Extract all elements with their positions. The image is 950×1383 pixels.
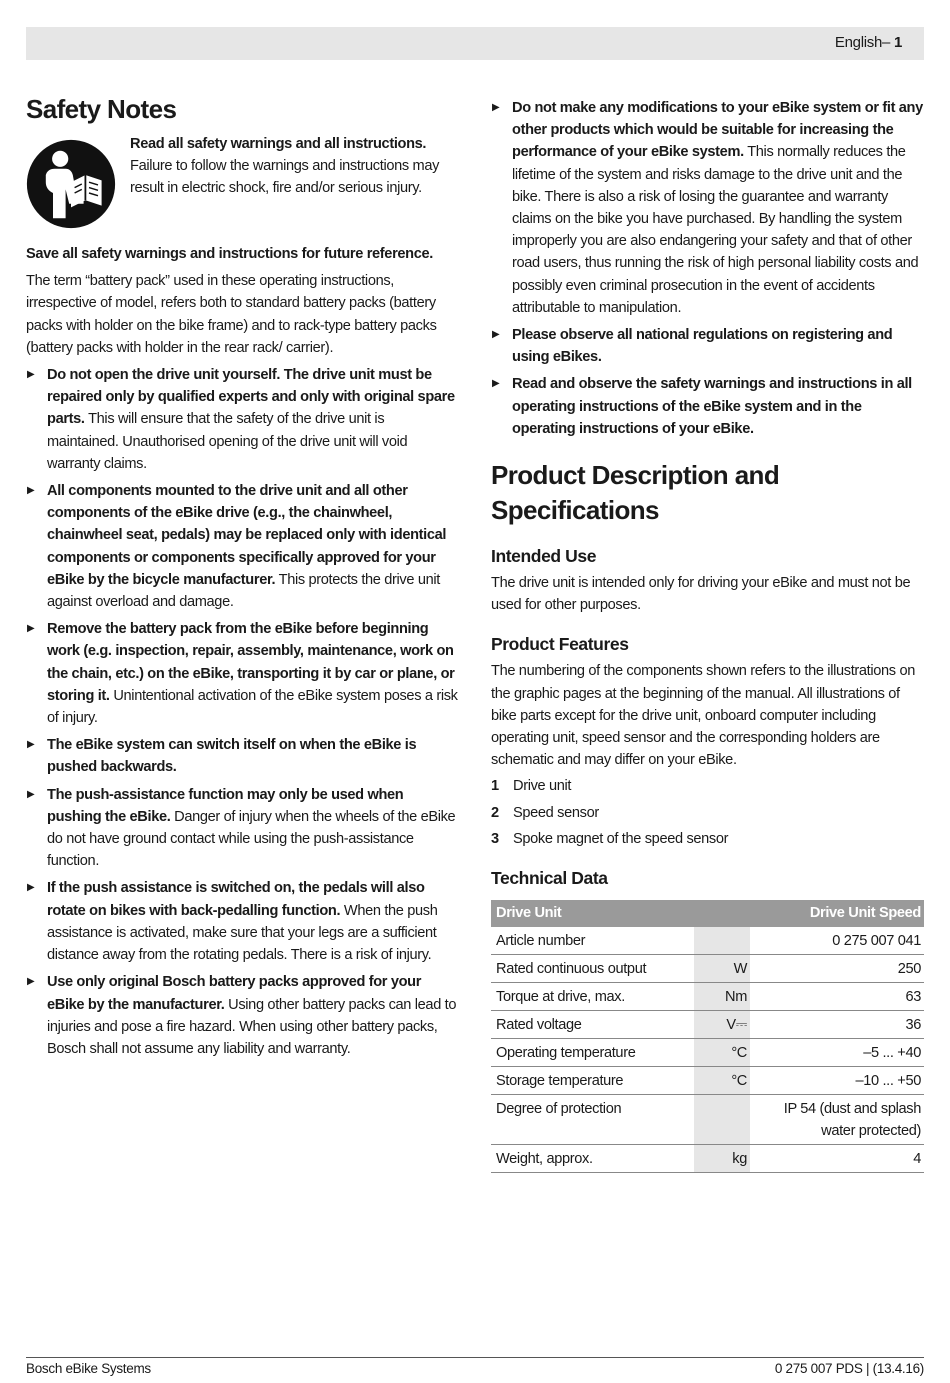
right-column (491, 97, 924, 1173)
table-row: Operating temperature °C –5 ... +40 (491, 1039, 924, 1067)
component-list (491, 775, 924, 850)
battery-pack-term: The term “battery pack” used in these operating instructions, irrespective of model, refers both to standard battery packs (battery packs with holder on the bike frame) and to rack-type battery packs (battery packs with holder in the rear rack/ carrier). (26, 273, 437, 356)
intro-text: Read all safety warnings and all instructions. Failure to follow the warnings and instructions may result in electric shock, fire and/or serious injury. (130, 136, 440, 197)
table-header-drive-unit: Drive Unit (491, 900, 750, 927)
safety-notes-title: Safety Notes (26, 94, 177, 124)
product-description-title: Product Description and Specifications (491, 460, 780, 526)
table-row: Storage temperature °C –10 ... +50 (491, 1067, 924, 1095)
table-row: Article number 0 275 007 041 (491, 927, 924, 955)
page-number: English– 1 (834, 34, 902, 51)
list-item: 1 Drive unit (491, 778, 572, 795)
list-item: ▶ Do not make any modifications to your eBike system or fit any other products which would be suitable for increasing the performance of your eBike system. This normally reduces the lifetime of the system and risks damage to the drive unit and the bike. There is also a risk of losing the guarantee and warranty claims on the bike you have purchased. By handling the system improperly you are also endangering your safety and that of other road users, thus running the risk of high personal liability costs and possibly even criminal prosecution in the event of accidents attributable to manipulation. (491, 97, 924, 319)
list-item: ▶ Read and observe the safety warnings and instructions in all operating instructions of the eBike system and in the operating instructions of your eBike. (491, 373, 924, 440)
table-header-drive-unit-speed: Drive Unit Speed (750, 900, 924, 927)
table-row: Rated continuous output W 250 (491, 955, 924, 983)
list-item: ▶ The push-assistance function may only be used when pushing the eBike. Danger of injury when the wheels of the eBike do not have ground contact while using the push-assistance function. (26, 784, 458, 873)
save-instructions-note: Save all safety warnings and instructions for future reference. (26, 246, 433, 262)
list-item: ▶ Do not open the drive unit yourself. The drive unit must be repaired only by qualified experts and only with original spare parts. This will ensure that the safety of the drive unit is maintained. Unauthorised opening of the drive unit will void warranty claims. (26, 364, 458, 475)
table-row: Rated voltage V⎓ 36 (491, 1011, 924, 1039)
list-item: ▶ Remove the battery pack from the eBike before beginning work (e.g. inspection, repair, assembly, maintenance, work on the chain, etc.) on the eBike, transporting it by car or plane, or storing it. Unintentional activation of the eBike system poses a risk of injury. (26, 618, 458, 729)
technical-data-table (491, 900, 924, 1173)
list-item: ▶ All components mounted to the drive unit and all other components of the eBike drive (e.g., the chainwheel, chainwheel seat, pedals) may be replaced only with identical components or components specifically approved for your eBike by the bicycle manufacturer. This protects the drive unit against overload and damage. (26, 480, 458, 613)
intended-use-heading: Intended Use (491, 546, 597, 567)
intended-use-text: The drive unit is intended only for driving your eBike and must not be used for other purposes. (491, 575, 911, 614)
list-item: ▶ Use only original Bosch battery packs approved for your eBike by the manufacturer. Using other battery packs can lead to injuries and pose a fire hazard. When using other battery packs, Bosch shall not assume any liability and warranty. (26, 971, 458, 1060)
product-features-heading: Product Features (491, 634, 629, 655)
table-header-row (491, 900, 924, 927)
table-row: Weight, approx. kg 4 (491, 1145, 924, 1173)
table-row: Torque at drive, max. Nm 63 (491, 983, 924, 1011)
list-item: ▶ Please observe all national regulations on registering and using eBikes. (491, 324, 924, 368)
footer-company: Bosch eBike Systems (26, 1361, 151, 1376)
list-item: 3 Spoke magnet of the speed sensor (491, 830, 729, 847)
technical-data-heading: Technical Data (491, 868, 608, 889)
list-item: 2 Speed sensor (491, 804, 599, 821)
list-item: ▶ The eBike system can switch itself on when the eBike is pushed backwards. (26, 734, 458, 778)
footer-doc-code: 0 275 007 PDS | (13.4.16) (774, 1361, 924, 1376)
safety-intro (26, 133, 458, 233)
table-row: Degree of protection IP 54 (dust and splash water protected) (491, 1095, 924, 1145)
left-column (26, 92, 458, 1060)
product-features-text: The numbering of the components shown refers to the illustrations on the graphic pages at the beginning of the manual. All illustrations of bike parts except for the drive unit, onboard computer including operating unit, speed sensor and the corresponding holders are schematic and may differ on your eBike. (491, 663, 915, 769)
list-item: ▶ If the push assistance is switched on, the pedals will also rotate on bikes with back-pedalling function. When the push assistance is activated, make sure that your legs are a sufficient distance away from the rotating pedals. There is a risk of injury. (26, 877, 458, 966)
read-manual-icon (26, 139, 116, 229)
footer-divider (26, 1357, 924, 1358)
page-header (26, 27, 924, 60)
